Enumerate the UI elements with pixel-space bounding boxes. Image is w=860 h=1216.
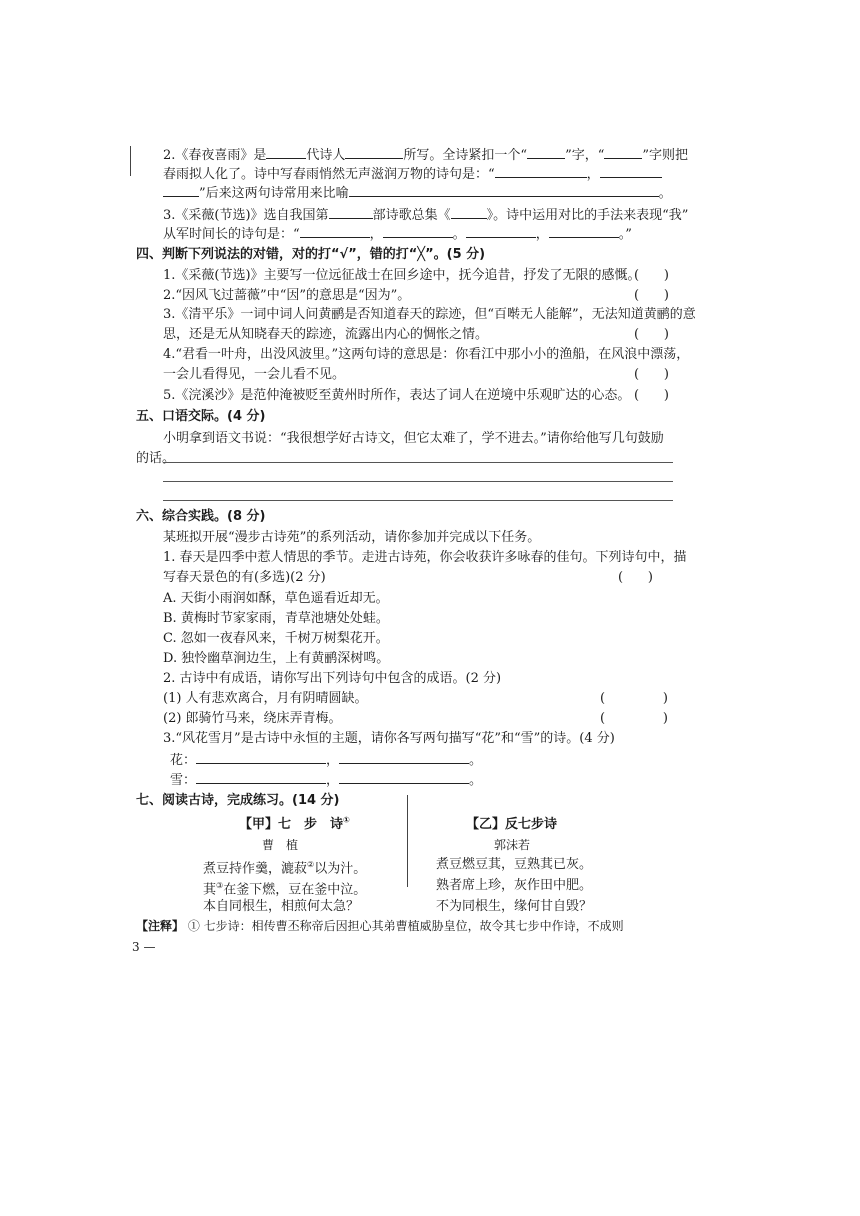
answer-paren[interactable]: ( ) — [600, 711, 668, 726]
section-6-title: 六、综合实践。(8 分) — [136, 509, 266, 524]
q3-text: ， — [369, 227, 383, 242]
s5-prompt-1: 小明拿到语文书说：“我很想学好古诗文，但它太难了，学不进去。”请你给他写几句鼓励 — [163, 431, 664, 446]
blank[interactable] — [383, 225, 453, 238]
s4-item-5: 5.《浣溪沙》是范仲淹被贬至黄州时所作，表达了词人在逆境中乐观旷达的心态。 — [163, 388, 631, 403]
s4-item-1: 1.《采薇(节选)》主要写一位远征战士在回乡途中，抚今追昔，抒发了无限的感慨。 — [163, 268, 641, 283]
s5-prompt-2: 的话。 — [136, 451, 176, 466]
q3-text: 。 — [452, 227, 466, 242]
answer-paren[interactable]: ( ) — [634, 388, 669, 403]
poem-jia-title — [239, 813, 350, 832]
poem-jia-title-text: 【甲】七 步 诗 — [239, 817, 344, 832]
blank[interactable] — [549, 225, 619, 238]
blank[interactable] — [163, 184, 199, 197]
blank[interactable] — [339, 771, 469, 784]
blank[interactable] — [339, 751, 469, 764]
q3-text: 3.《采薇(节选)》选自我国第 — [163, 208, 329, 223]
q3-text: 部诗歌总集《 — [372, 208, 451, 223]
q3-line1 — [163, 206, 688, 224]
snow-label: 雪： — [170, 773, 197, 788]
q2-text: ， — [586, 167, 600, 182]
option-c: C. 忽如一夜春风来，千树万树梨花开。 — [163, 631, 389, 646]
q3-line2 — [163, 225, 632, 243]
s4-item-3b: 思，还是无从知晓春天的踪迹，流露出内心的惆怅之情。 — [163, 327, 489, 342]
q2-text: 所写。全诗紧扣一个“ — [403, 148, 528, 163]
q2-text: 春雨拟人化了。诗中写春雨悄然无声滋润万物的诗句是：“ — [163, 167, 495, 182]
blank[interactable] — [196, 751, 326, 764]
q3-text: ， — [535, 227, 549, 242]
poem-jia-line-3: 本自同根生，相煎何太急？ — [203, 899, 360, 914]
q3-text: 》。诗中运用对比的手法来表现“我” — [486, 208, 689, 223]
snow-line — [170, 771, 482, 789]
answer-paren[interactable]: ( ) — [600, 691, 668, 706]
s4-item-2: 2.“因风飞过蔷薇”中“因”的意思是“因为”。 — [163, 288, 411, 303]
margin-bar — [130, 146, 131, 176]
note-mark: ① — [343, 815, 350, 825]
q3-text: 从军时间长的诗句是：“ — [163, 227, 300, 242]
s6-intro: 某班拟开展“漫步古诗苑”的系列活动，请你参加并完成以下任务。 — [163, 530, 541, 545]
s6-q2-item-2: (2) 郎骑竹马来，绕床弄青梅。 — [163, 711, 342, 726]
notes-label: 【注释】 — [136, 919, 185, 933]
q2-text: ”字，“ — [565, 148, 605, 163]
note-mark: ② — [307, 860, 315, 869]
q2-line3 — [163, 184, 672, 202]
answer-paren[interactable]: ( ) — [634, 288, 669, 303]
option-b: B. 黄梅时节家家雨，青草池塘处处蛙。 — [163, 611, 389, 626]
notes-text: ① 七步诗：相传曹丕称帝后因担心其弟曹植威胁皇位，故令其七步中作诗，不成则 — [187, 919, 624, 933]
flower-label: 花： — [170, 753, 197, 768]
note-mark: ③ — [216, 881, 224, 890]
q2-line2 — [163, 165, 662, 183]
poem-text: 煮豆持作羹，漉菽 — [203, 861, 308, 877]
blank[interactable] — [345, 146, 403, 159]
punct: 。 — [469, 753, 483, 768]
s4-item-4b: 一会儿看得见，一会儿看不见。 — [163, 367, 346, 382]
punct: 。 — [469, 773, 483, 788]
section-5-title: 五、口语交际。(4 分) — [136, 409, 266, 424]
flower-line — [170, 751, 482, 769]
q2-text: 。 — [658, 186, 672, 201]
q2-text: ”字则把 — [642, 148, 689, 163]
q2-text: 代诗人 — [306, 148, 346, 163]
s4-item-3a: 3.《清平乐》一词中词人问黄鹂是否知道春天的踪迹，但“百啭无人能解”，无法知道黄鹂的意 — [163, 307, 696, 322]
q3-text: 。” — [618, 227, 632, 242]
s4-item-4a: 4.“君看一叶舟，出没风波里。”这两句诗的意思是：你看江中那小小的渔船，在风浪中漂荡， — [163, 347, 690, 362]
poem-jia-author: 曹 植 — [262, 838, 299, 852]
s6-q1-line2: 写春天景色的有(多选)(2 分) — [163, 570, 326, 585]
answer-paren[interactable]: ( ) — [634, 268, 669, 283]
blank[interactable] — [604, 146, 642, 159]
blank[interactable] — [495, 165, 587, 178]
answer-line[interactable] — [163, 500, 673, 501]
notes-line — [136, 918, 624, 935]
section-4-title: 四、判断下列说法的对错，对的打“√”，错的打“╳”。(5 分) — [136, 247, 486, 262]
blank[interactable] — [527, 146, 565, 159]
poem-yi-line-3: 不为同根生，缘何甘自毁？ — [436, 899, 593, 914]
poem-yi-title: 【乙】反七步诗 — [466, 817, 558, 832]
s6-q2: 2. 古诗中有成语，请你写出下列诗句中包含的成语。(2 分) — [163, 671, 502, 686]
poem-yi-line-2: 熟者席上珍，灰作田中肥。 — [436, 878, 593, 893]
answer-paren[interactable]: ( ) — [634, 367, 669, 382]
poem-text: 在釜下燃，豆在釜中泣。 — [223, 882, 367, 898]
blank[interactable] — [300, 225, 370, 238]
blank[interactable] — [466, 225, 536, 238]
q2-text: 2.《春夜喜雨》是 — [163, 148, 267, 163]
poem-text: 以为汁。 — [314, 861, 367, 877]
answer-paren[interactable]: ( ) — [634, 327, 669, 342]
blank[interactable] — [349, 184, 659, 197]
s6-q2-item-1: (1) 人有悲欢离合，月有阴晴圆缺。 — [163, 691, 368, 706]
punct: ， — [326, 773, 340, 788]
poem-text: 萁 — [203, 882, 217, 898]
blank[interactable] — [266, 146, 306, 159]
poem-yi-author: 郭沫若 — [494, 838, 531, 852]
page-number: 3 — — [132, 940, 156, 954]
q2-line1 — [163, 146, 688, 164]
s6-q1-line1: 1. 春天是四季中惹人情思的季节。走进古诗苑，你会收获许多咏春的佳句。下列诗句中，描 — [163, 550, 687, 565]
poem-divider — [407, 795, 408, 887]
option-d: D. 独怜幽草涧边生，上有黄鹂深树鸣。 — [163, 651, 390, 666]
blank[interactable] — [329, 206, 373, 219]
blank[interactable] — [451, 206, 487, 219]
blank[interactable] — [196, 771, 326, 784]
punct: ， — [326, 753, 340, 768]
answer-line[interactable] — [163, 462, 673, 463]
poem-yi-line-1: 煮豆燃豆萁，豆熟萁已灰。 — [436, 857, 593, 872]
answer-paren[interactable]: ( ) — [618, 570, 653, 585]
q2-text: ”后来这两句诗常用来比喻 — [199, 186, 349, 201]
section-7-title: 七、阅读古诗，完成练习。(14 分) — [136, 793, 340, 808]
answer-line[interactable] — [163, 481, 673, 482]
blank[interactable] — [600, 165, 662, 178]
option-a: A. 天街小雨润如酥，草色遥看近却无。 — [163, 591, 389, 606]
s6-q3: 3.“风花雪月”是古诗中永恒的主题，请你各写两句描写“花”和“雪”的诗。(4 分) — [163, 731, 615, 746]
